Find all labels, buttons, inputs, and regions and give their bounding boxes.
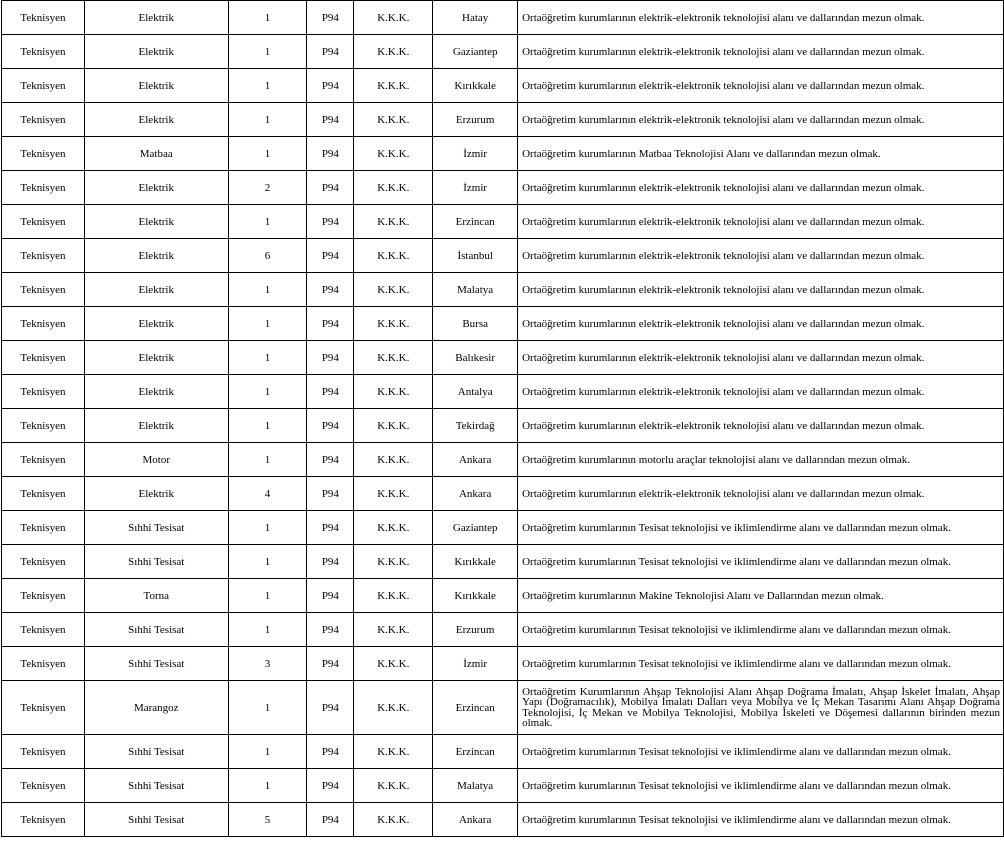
cell-institution: K.K.K. <box>354 769 433 803</box>
cell-institution: K.K.K. <box>354 647 433 681</box>
cell-branch: Elektrik <box>84 1 228 35</box>
cell-city: Bursa <box>433 307 518 341</box>
cell-institution: K.K.K. <box>354 443 433 477</box>
cell-quantity: 1 <box>228 137 307 171</box>
cell-requirement: Ortaöğretim kurumlarının elektrik-elektronik teknolojisi alanı ve dallarından mezun olmak. <box>518 35 1004 69</box>
cell-quantity: 1 <box>228 545 307 579</box>
cell-institution: K.K.K. <box>354 803 433 837</box>
cell-branch: Sıhhi Tesisat <box>84 803 228 837</box>
cell-code: P94 <box>307 511 354 545</box>
cell-requirement: Ortaöğretim kurumlarının Tesisat teknolojisi ve iklimlendirme alanı ve dallarından mezun olmak. <box>518 545 1004 579</box>
table-row <box>2 375 1004 409</box>
cell-city: Malatya <box>433 273 518 307</box>
cell-code: P94 <box>307 477 354 511</box>
cell-branch: Elektrik <box>84 69 228 103</box>
cell-quantity: 1 <box>228 307 307 341</box>
table-row <box>2 273 1004 307</box>
cell-quantity: 4 <box>228 477 307 511</box>
cell-institution: K.K.K. <box>354 103 433 137</box>
table-body <box>2 1 1004 837</box>
cell-quantity: 1 <box>228 69 307 103</box>
cell-title: Teknisyen <box>2 307 85 341</box>
cell-institution: K.K.K. <box>354 273 433 307</box>
cell-institution: K.K.K. <box>354 511 433 545</box>
cell-branch: Torna <box>84 579 228 613</box>
cell-title: Teknisyen <box>2 273 85 307</box>
table-row <box>2 803 1004 837</box>
table-row <box>2 511 1004 545</box>
cell-code: P94 <box>307 769 354 803</box>
cell-quantity: 3 <box>228 647 307 681</box>
cell-quantity: 6 <box>228 239 307 273</box>
cell-requirement: Ortaöğretim kurumlarının elektrik-elektronik teknolojisi alanı ve dallarından mezun olmak. <box>518 477 1004 511</box>
cell-title: Teknisyen <box>2 735 85 769</box>
cell-requirement: Ortaöğretim kurumlarının Tesisat teknolojisi ve iklimlendirme alanı ve dallarından mezun olmak. <box>518 735 1004 769</box>
cell-requirement: Ortaöğretim kurumlarının elektrik-elektronik teknolojisi alanı ve dallarından mezun olmak. <box>518 307 1004 341</box>
cell-city: Kırıkkale <box>433 545 518 579</box>
cell-branch: Sıhhi Tesisat <box>84 613 228 647</box>
table-row <box>2 307 1004 341</box>
cell-code: P94 <box>307 681 354 735</box>
cell-title: Teknisyen <box>2 545 85 579</box>
cell-requirement: Ortaöğretim kurumlarının elektrik-elektronik teknolojisi alanı ve dallarından mezun olmak. <box>518 1 1004 35</box>
cell-code: P94 <box>307 1 354 35</box>
cell-quantity: 1 <box>228 735 307 769</box>
cell-institution: K.K.K. <box>354 35 433 69</box>
cell-branch: Elektrik <box>84 307 228 341</box>
cell-institution: K.K.K. <box>354 69 433 103</box>
cell-institution: K.K.K. <box>354 409 433 443</box>
cell-branch: Elektrik <box>84 171 228 205</box>
cell-institution: K.K.K. <box>354 171 433 205</box>
cell-title: Teknisyen <box>2 613 85 647</box>
cell-code: P94 <box>307 35 354 69</box>
table-row <box>2 579 1004 613</box>
cell-city: Erzincan <box>433 735 518 769</box>
cell-branch: Elektrik <box>84 477 228 511</box>
cell-branch: Matbaa <box>84 137 228 171</box>
cell-title: Teknisyen <box>2 375 85 409</box>
table-row <box>2 239 1004 273</box>
positions-table <box>1 0 1004 837</box>
cell-institution: K.K.K. <box>354 613 433 647</box>
cell-branch: Sıhhi Tesisat <box>84 735 228 769</box>
cell-city: Malatya <box>433 769 518 803</box>
cell-requirement: Ortaöğretim kurumlarının Tesisat teknolojisi ve iklimlendirme alanı ve dallarından mezun olmak. <box>518 511 1004 545</box>
cell-city: Erzurum <box>433 613 518 647</box>
table-row <box>2 69 1004 103</box>
table-row <box>2 443 1004 477</box>
cell-code: P94 <box>307 69 354 103</box>
cell-institution: K.K.K. <box>354 545 433 579</box>
cell-quantity: 1 <box>228 769 307 803</box>
cell-requirement: Ortaöğretim Kurumlarının Ahşap Teknolojisi Alanı Ahşap Doğrama İmalatı, Ahşap İskelet İmalatı, Ahşap Yapı (Doğramacılık), Mobilya İmalatı Dalları veya Mobilya ve İç Mekan Tasarımı Alanı Ahşap Doğrama Teknolojisi, İç Mekan ve Mobilya Teknolojisi, Mobilya İskeleti ve Döşemesi dallarının birinden mezun olmak. <box>518 681 1004 735</box>
cell-requirement: Ortaöğretim kurumlarının Tesisat teknolojisi ve iklimlendirme alanı ve dallarından mezun olmak. <box>518 613 1004 647</box>
cell-city: Erzincan <box>433 681 518 735</box>
cell-requirement: Ortaöğretim kurumlarının elektrik-elektronik teknolojisi alanı ve dallarından mezun olmak. <box>518 239 1004 273</box>
cell-institution: K.K.K. <box>354 735 433 769</box>
cell-institution: K.K.K. <box>354 477 433 511</box>
cell-quantity: 1 <box>228 273 307 307</box>
cell-code: P94 <box>307 341 354 375</box>
cell-code: P94 <box>307 647 354 681</box>
cell-title: Teknisyen <box>2 681 85 735</box>
cell-requirement: Ortaöğretim kurumlarının elektrik-elektronik teknolojisi alanı ve dallarından mezun olmak. <box>518 273 1004 307</box>
cell-requirement: Ortaöğretim kurumlarının elektrik-elektronik teknolojisi alanı ve dallarından mezun olmak. <box>518 205 1004 239</box>
cell-city: Kırıkkale <box>433 579 518 613</box>
cell-requirement: Ortaöğretim kurumlarının Makine Teknolojisi Alanı ve Dallarından mezun olmak. <box>518 579 1004 613</box>
cell-branch: Elektrik <box>84 341 228 375</box>
table-row <box>2 171 1004 205</box>
cell-requirement: Ortaöğretim kurumlarının Tesisat teknolojisi ve iklimlendirme alanı ve dallarından mezun olmak. <box>518 769 1004 803</box>
cell-city: Kırıkkale <box>433 69 518 103</box>
table-row <box>2 769 1004 803</box>
cell-requirement: Ortaöğretim kurumlarının elektrik-elektronik teknolojisi alanı ve dallarından mezun olmak. <box>518 341 1004 375</box>
table-row <box>2 1 1004 35</box>
cell-title: Teknisyen <box>2 409 85 443</box>
cell-quantity: 1 <box>228 443 307 477</box>
cell-city: Erzurum <box>433 103 518 137</box>
cell-title: Teknisyen <box>2 35 85 69</box>
cell-branch: Sıhhi Tesisat <box>84 511 228 545</box>
table-row <box>2 341 1004 375</box>
cell-quantity: 1 <box>228 1 307 35</box>
cell-title: Teknisyen <box>2 769 85 803</box>
cell-code: P94 <box>307 307 354 341</box>
cell-institution: K.K.K. <box>354 681 433 735</box>
cell-city: Tekirdağ <box>433 409 518 443</box>
cell-branch: Elektrik <box>84 205 228 239</box>
cell-institution: K.K.K. <box>354 579 433 613</box>
cell-code: P94 <box>307 171 354 205</box>
cell-city: Ankara <box>433 477 518 511</box>
cell-title: Teknisyen <box>2 443 85 477</box>
cell-code: P94 <box>307 735 354 769</box>
cell-quantity: 2 <box>228 171 307 205</box>
cell-quantity: 1 <box>228 579 307 613</box>
cell-city: İzmir <box>433 137 518 171</box>
cell-branch: Elektrik <box>84 273 228 307</box>
cell-code: P94 <box>307 409 354 443</box>
table-row <box>2 647 1004 681</box>
cell-branch: Sıhhi Tesisat <box>84 545 228 579</box>
cell-branch: Marangoz <box>84 681 228 735</box>
table-row <box>2 681 1004 735</box>
cell-institution: K.K.K. <box>354 1 433 35</box>
cell-requirement: Ortaöğretim kurumlarının elektrik-elektronik teknolojisi alanı ve dallarından mezun olmak. <box>518 69 1004 103</box>
table-row <box>2 35 1004 69</box>
cell-branch: Elektrik <box>84 35 228 69</box>
cell-city: İzmir <box>433 171 518 205</box>
cell-title: Teknisyen <box>2 803 85 837</box>
cell-code: P94 <box>307 273 354 307</box>
cell-code: P94 <box>307 579 354 613</box>
cell-title: Teknisyen <box>2 477 85 511</box>
cell-branch: Elektrik <box>84 375 228 409</box>
cell-title: Teknisyen <box>2 137 85 171</box>
cell-quantity: 1 <box>228 35 307 69</box>
cell-quantity: 1 <box>228 409 307 443</box>
cell-code: P94 <box>307 137 354 171</box>
cell-code: P94 <box>307 205 354 239</box>
cell-city: Gaziantep <box>433 35 518 69</box>
cell-quantity: 1 <box>228 103 307 137</box>
cell-code: P94 <box>307 239 354 273</box>
cell-code: P94 <box>307 103 354 137</box>
cell-city: Erzincan <box>433 205 518 239</box>
cell-branch: Sıhhi Tesisat <box>84 647 228 681</box>
table-row <box>2 477 1004 511</box>
cell-city: Hatay <box>433 1 518 35</box>
cell-institution: K.K.K. <box>354 137 433 171</box>
cell-institution: K.K.K. <box>354 375 433 409</box>
cell-title: Teknisyen <box>2 103 85 137</box>
cell-city: Antalya <box>433 375 518 409</box>
cell-requirement: Ortaöğretim kurumlarının elektrik-elektronik teknolojisi alanı ve dallarından mezun olmak. <box>518 409 1004 443</box>
cell-city: Ankara <box>433 443 518 477</box>
cell-requirement: Ortaöğretim kurumlarının motorlu araçlar teknolojisi alanı ve dallarından mezun olmak. <box>518 443 1004 477</box>
cell-title: Teknisyen <box>2 579 85 613</box>
cell-quantity: 1 <box>228 205 307 239</box>
table-row <box>2 103 1004 137</box>
cell-requirement: Ortaöğretim kurumlarının Tesisat teknolojisi ve iklimlendirme alanı ve dallarından mezun olmak. <box>518 803 1004 837</box>
cell-branch: Elektrik <box>84 103 228 137</box>
cell-code: P94 <box>307 803 354 837</box>
table-row <box>2 137 1004 171</box>
table-row <box>2 613 1004 647</box>
table-row <box>2 735 1004 769</box>
cell-branch: Elektrik <box>84 409 228 443</box>
cell-requirement: Ortaöğretim kurumlarının Matbaa Teknolojisi Alanı ve dallarından mezun olmak. <box>518 137 1004 171</box>
cell-branch: Elektrik <box>84 239 228 273</box>
cell-title: Teknisyen <box>2 239 85 273</box>
cell-requirement: Ortaöğretim kurumlarının elektrik-elektronik teknolojisi alanı ve dallarından mezun olmak. <box>518 103 1004 137</box>
cell-branch: Motor <box>84 443 228 477</box>
cell-title: Teknisyen <box>2 511 85 545</box>
cell-requirement: Ortaöğretim kurumlarının elektrik-elektronik teknolojisi alanı ve dallarından mezun olmak. <box>518 171 1004 205</box>
table-row <box>2 545 1004 579</box>
cell-title: Teknisyen <box>2 171 85 205</box>
cell-city: İstanbul <box>433 239 518 273</box>
cell-requirement: Ortaöğretim kurumlarının Tesisat teknolojisi ve iklimlendirme alanı ve dallarından mezun olmak. <box>518 647 1004 681</box>
cell-quantity: 1 <box>228 681 307 735</box>
cell-branch: Sıhhi Tesisat <box>84 769 228 803</box>
cell-quantity: 1 <box>228 341 307 375</box>
cell-requirement: Ortaöğretim kurumlarının elektrik-elektronik teknolojisi alanı ve dallarından mezun olmak. <box>518 375 1004 409</box>
cell-title: Teknisyen <box>2 647 85 681</box>
cell-title: Teknisyen <box>2 1 85 35</box>
table-row <box>2 409 1004 443</box>
cell-institution: K.K.K. <box>354 205 433 239</box>
cell-code: P94 <box>307 443 354 477</box>
cell-code: P94 <box>307 545 354 579</box>
cell-quantity: 1 <box>228 613 307 647</box>
table-row <box>2 205 1004 239</box>
cell-city: Balıkesir <box>433 341 518 375</box>
cell-code: P94 <box>307 613 354 647</box>
cell-institution: K.K.K. <box>354 341 433 375</box>
cell-quantity: 1 <box>228 375 307 409</box>
cell-city: Ankara <box>433 803 518 837</box>
cell-title: Teknisyen <box>2 205 85 239</box>
cell-title: Teknisyen <box>2 69 85 103</box>
cell-city: İzmir <box>433 647 518 681</box>
cell-quantity: 5 <box>228 803 307 837</box>
cell-institution: K.K.K. <box>354 307 433 341</box>
cell-code: P94 <box>307 375 354 409</box>
cell-title: Teknisyen <box>2 341 85 375</box>
cell-city: Gaziantep <box>433 511 518 545</box>
cell-institution: K.K.K. <box>354 239 433 273</box>
cell-quantity: 1 <box>228 511 307 545</box>
